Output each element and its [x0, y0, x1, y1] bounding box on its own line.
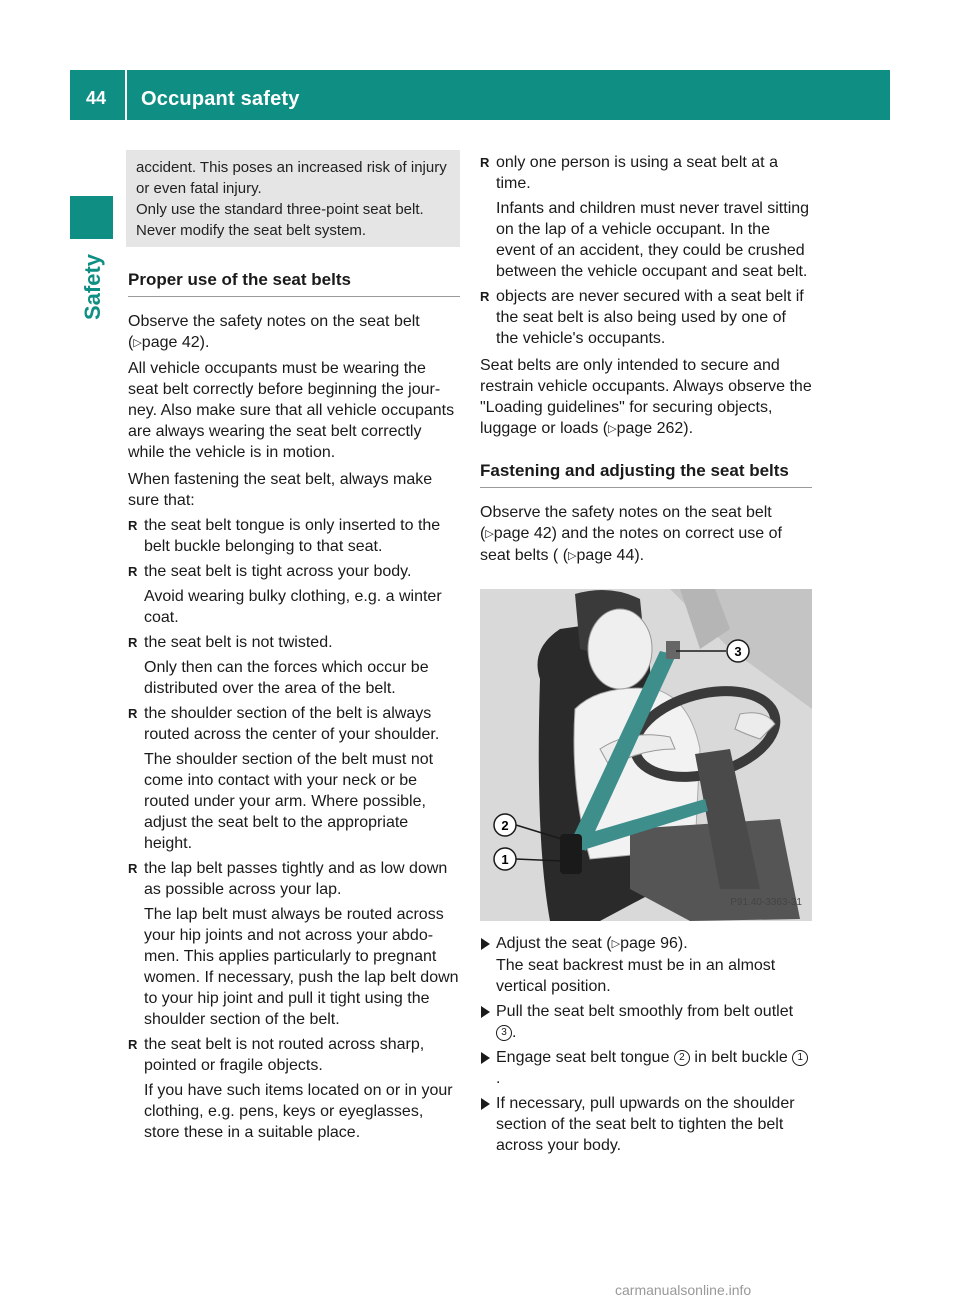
instruction-step: Adjust the seat (▷page 96). The seat backrest must be in an almost vertical position. [480, 933, 812, 997]
callout-ref: 3 [496, 1025, 512, 1041]
instruction-step: Pull the seat belt smoothly from belt outlet 3 . [480, 1001, 812, 1043]
page-ref-link[interactable]: page 44). [576, 547, 645, 564]
svg-text:1: 1 [501, 852, 509, 867]
instruction-step: Engage seat belt tongue 2 in belt buckle 1. [480, 1047, 812, 1089]
warning-box [126, 150, 460, 247]
page-ref-link[interactable]: page 42). [141, 334, 210, 351]
subheading: Fastening and adjusting the seat belts [480, 460, 812, 488]
list-item: R the seat belt is tight across your body. Avoid wearing bulky clothing, e.g. a winter coat. [128, 561, 460, 628]
left-column [128, 150, 460, 1143]
figure-id: P91.40-3363-31 [730, 897, 802, 908]
page-number: 44 [86, 88, 107, 108]
paragraph: When fastening the seat belt, always make sure that: [128, 471, 433, 509]
callout-ref: 1 [792, 1050, 808, 1066]
paragraph: Observe the safety notes on the seat belt (▷page 42) and the notes on correct use of seat belts ( (▷page 44). [480, 504, 782, 564]
list-item: R objects are never secured with a seat belt if the seat belt is also being used by one of the vehicle's occupants. [480, 286, 812, 349]
section-title: Occupant safety [141, 88, 300, 110]
list-item: R the seat belt is not twisted. Only then can the forces which occur be distributed over the area of the belt. [128, 632, 460, 699]
page-ref-arrow-icon: ▷ [611, 938, 621, 950]
side-tab [70, 196, 113, 239]
warning-text: accident. This poses an increased risk of injury or even fatal injury. [136, 159, 447, 197]
list-item: R only one person is using a seat belt at a time. Infants and children must never travel sitting on the lap of a vehicle occupant. In the event of an accident, they could be crushed between the vehicle occupant and seat belt. [480, 152, 812, 282]
list-item: R the lap belt passes tightly and as low down as possible across your lap. The lap belt must always be routed across your hip joints and not across your abdomen. This applies particularly to pregnant women. If necessary, push the lap belt down to your hip joint and pull it tight using the shoulder section of the belt. [128, 858, 460, 1030]
list-item: R the seat belt tongue is only inserted to the belt buckle belonging to that seat. [128, 515, 460, 557]
page-ref-arrow-icon: ▷ [568, 550, 577, 562]
svg-text:2: 2 [501, 818, 509, 833]
page-ref-link[interactable]: page 96). [620, 935, 688, 952]
watermark: carmanualsonline.info [615, 1282, 752, 1298]
callout-2 [494, 814, 516, 836]
right-column [480, 152, 812, 1156]
paragraph: Seat belts are only intended to secure and restrain vehicle occupants. Always observe the "Loading guidelines" for securing objects, luggage or loads (▷page 262). [480, 357, 812, 437]
instruction-step: If necessary, pull upwards on the shoulder section of the seat belt to tighten the belt across your body. [480, 1093, 812, 1156]
svg-text:3: 3 [734, 644, 742, 659]
side-label: Safety [80, 253, 105, 320]
page-ref-arrow-icon: ▷ [133, 337, 142, 349]
subheading: Proper use of the seat belts [128, 269, 460, 297]
callout-1 [494, 848, 516, 870]
seat-belt-drawing [480, 589, 812, 921]
callout-ref: 2 [674, 1050, 690, 1066]
callout-3 [727, 640, 749, 662]
header-divider [125, 70, 127, 122]
paragraph: Observe the safety notes on the seat belt (▷page 42). [128, 313, 420, 351]
paragraph: All vehicle occupants must be wearing the seat belt correctly before beginning the journey. Also make sure that all vehicle occupants are always wearing the seat belt correctly while the vehicle is in motion. [128, 360, 455, 461]
page-ref-link[interactable]: page 42) and the notes on correct use of seat belts ( [480, 525, 782, 564]
warning-text: Only use the standard three-point seat belt. Never modify the seat belt system. [136, 201, 424, 239]
page-ref-link[interactable]: page 262). [616, 420, 694, 437]
page-ref-arrow-icon: ▷ [485, 528, 494, 540]
page-ref-arrow-icon: ▷ [608, 423, 617, 435]
list-item: R the seat belt is not routed across sharp, pointed or fragile objects. If you have such items located on or in your clothing, e.g. pens, keys or eyeglasses, store these in a suitable place. [128, 1034, 460, 1143]
seat-belt-illustration [480, 589, 812, 921]
list-item: R the shoulder section of the belt is always routed across the center of your shoulder. The shoulder section of the belt must not come into contact with your neck or be routed under your arm. Where possible, adjust the seat belt to the appropriate height. [128, 703, 460, 854]
